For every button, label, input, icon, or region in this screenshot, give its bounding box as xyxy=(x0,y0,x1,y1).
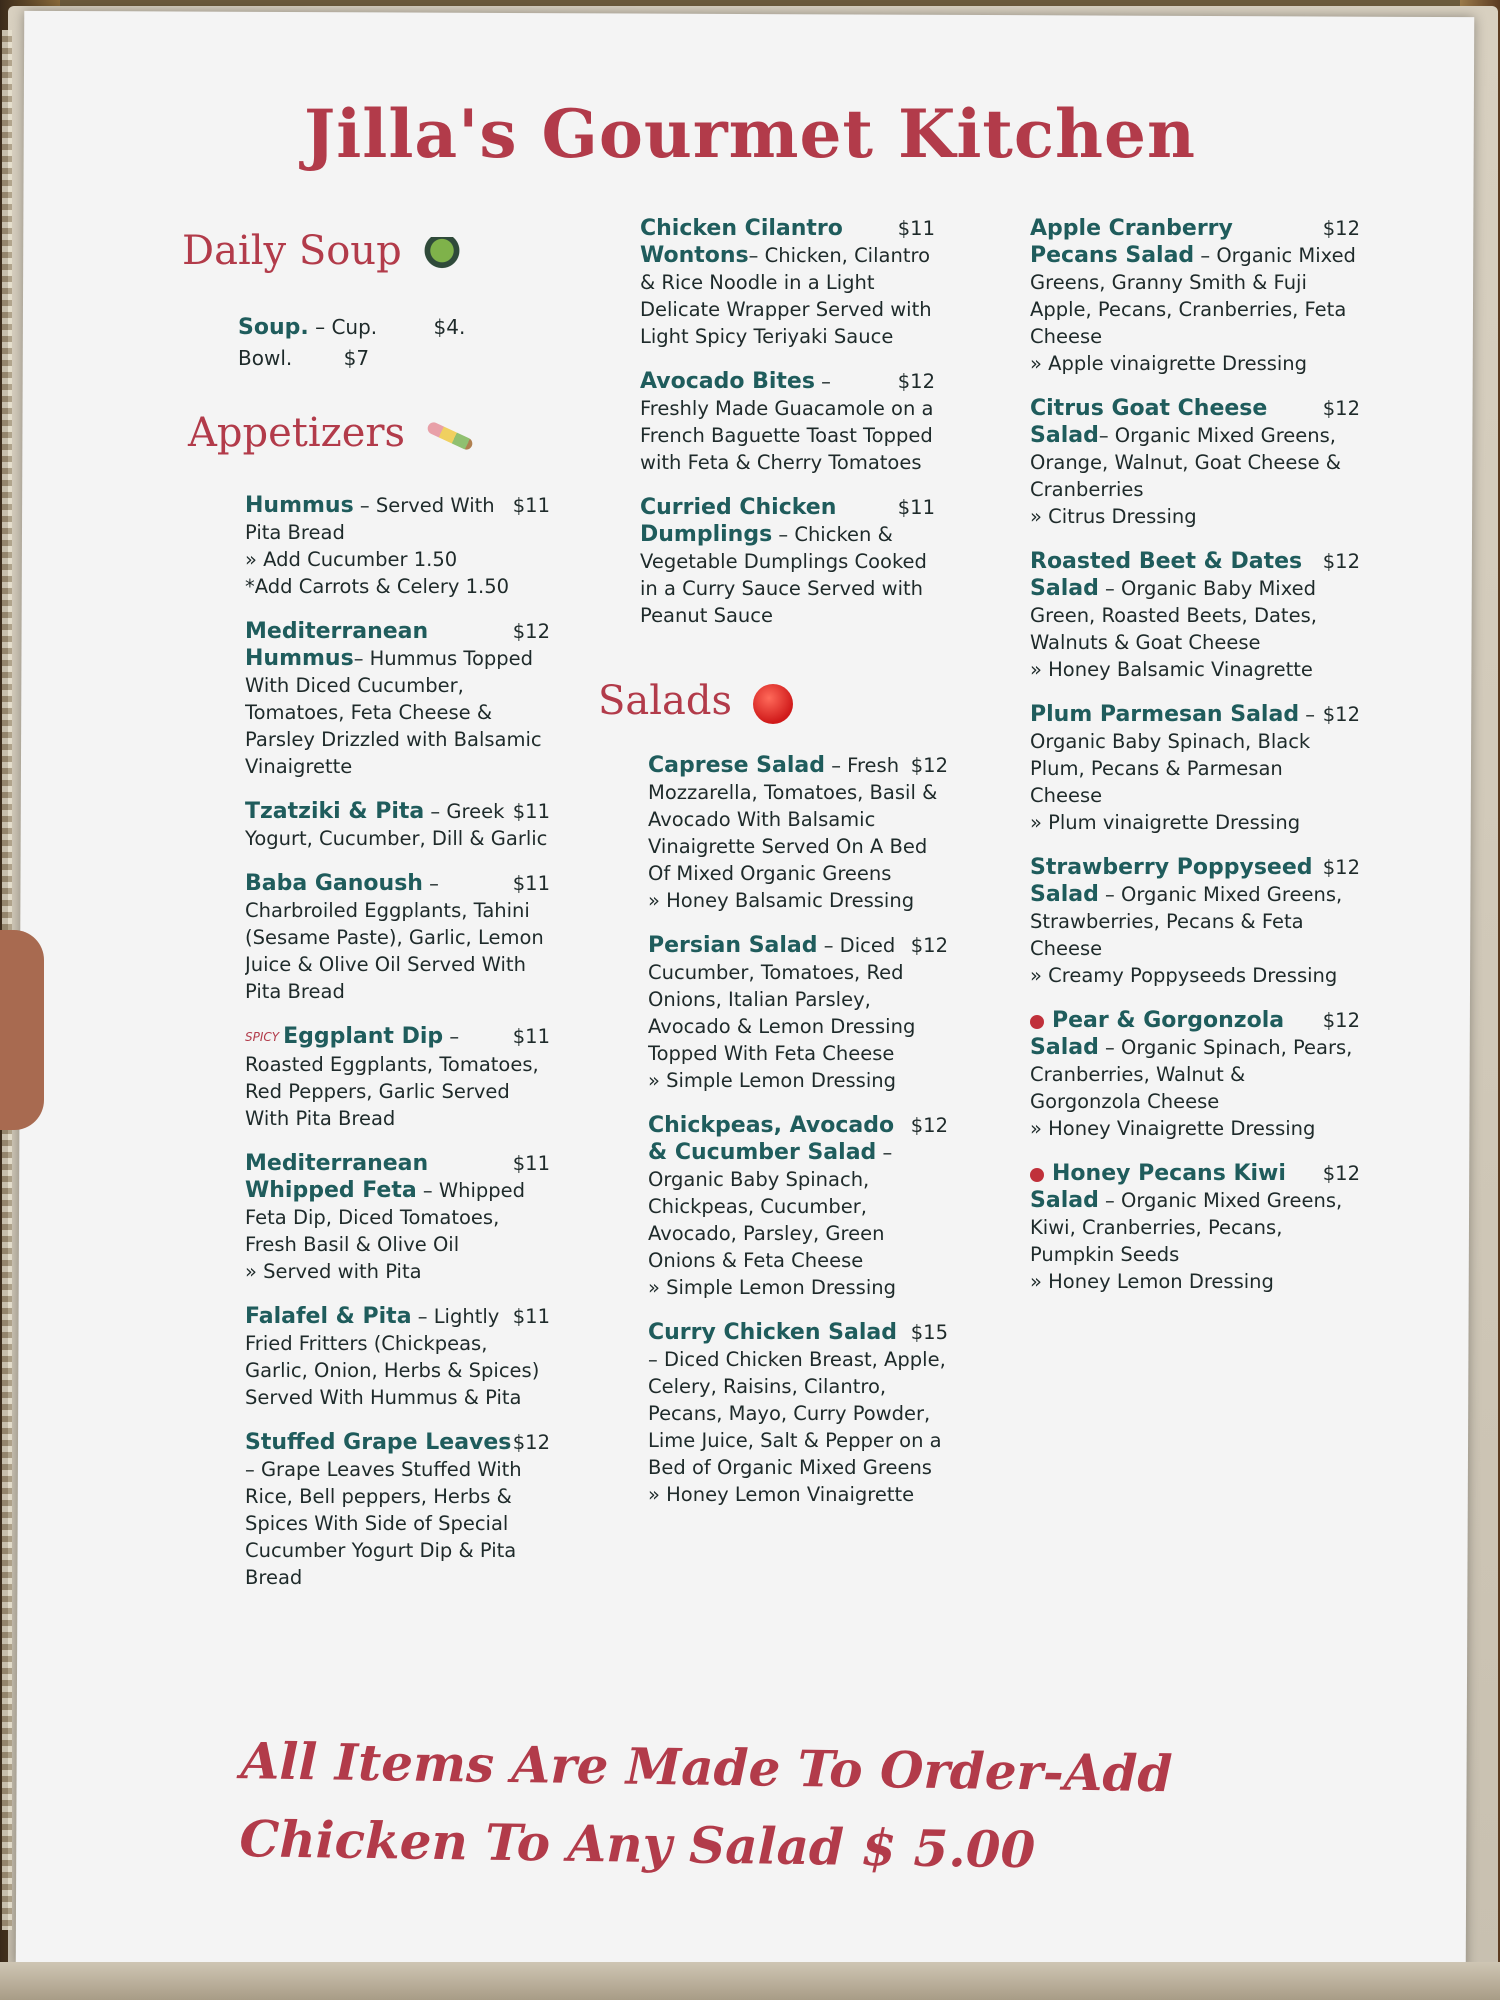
menu-item-price: $12 xyxy=(1322,703,1360,726)
menu-item-name: Avocado Bites xyxy=(640,369,815,394)
menu-item xyxy=(640,494,935,629)
menu-item-name: Stuffed Grape Leaves xyxy=(245,1430,512,1455)
menu-item-name: Roasted Beet & Dates Salad xyxy=(1030,549,1303,601)
menu-item-body xyxy=(648,932,948,1067)
skewer-icon xyxy=(425,420,474,451)
menu-item-description: – Organic Mixed Greens, Granny Smith & Fuji Apple, Pecans, Cranberries, Feta Cheese xyxy=(1030,244,1356,348)
menu-item-price: $11 xyxy=(897,496,935,519)
menu-item-price: $12 xyxy=(1322,550,1360,573)
menu-item-option: » Add Cucumber 1.50 xyxy=(245,548,458,571)
menu-item-name: Mediterranean Hummus xyxy=(245,619,429,671)
menu-item-price: $12 xyxy=(910,1114,948,1137)
menu-item xyxy=(648,1112,948,1301)
menu-item-price: $11 xyxy=(512,1305,550,1328)
menu-item-name: Persian Salad xyxy=(648,933,818,958)
menu-item-body xyxy=(245,492,550,546)
menu-item-body xyxy=(1030,215,1360,350)
menu-item-description: – Organic Baby Spinach, Black Plum, Pecans & Parmesan Cheese xyxy=(1030,703,1316,807)
menu-item-body xyxy=(245,618,550,780)
menu-item xyxy=(648,1319,948,1508)
menu-item-option: » Honey Balsamic Dressing xyxy=(648,889,915,912)
menu-item-price: $11 xyxy=(512,1025,550,1048)
restaurant-title: Jilla's Gourmet Kitchen xyxy=(303,95,1197,173)
menu-item-description: – Grape Leaves Stuffed With Rice, Bell peppers, Herbs & Spices With Side of Special Cucumber Yogurt Dip & Pita Bread xyxy=(245,1458,522,1589)
menu-item-name: Caprese Salad xyxy=(648,753,826,778)
menu-item xyxy=(1030,1007,1360,1142)
salads-title: Salads xyxy=(598,678,733,724)
menu-item-price: $11 xyxy=(512,872,550,895)
menu-item xyxy=(1030,1160,1360,1295)
menu-item-name: Strawberry Poppyseed Salad xyxy=(1030,855,1313,907)
menu-item-description: – Roasted Eggplants, Tomatoes, Red Peppers, Garlic Served With Pita Bread xyxy=(245,1025,539,1130)
menu-item xyxy=(1030,854,1360,989)
menu-item-name: Mediterranean Whipped Feta xyxy=(245,1151,429,1203)
menu-item-price: $12 xyxy=(1322,217,1360,240)
menu-item-body xyxy=(640,215,935,350)
menu-item-description: – Chicken & Vegetable Dumplings Cooked in a Curry Sauce Served with Peanut Sauce xyxy=(640,523,927,627)
menu-item-name: Plum Parmesan Salad xyxy=(1030,702,1300,727)
holding-thumb xyxy=(0,930,44,1130)
menu-item-price: $12 xyxy=(1322,856,1360,879)
appetizers-title: Appetizers xyxy=(188,410,406,456)
menu-item-name: Tzatziki & Pita xyxy=(245,799,425,824)
menu-item-price: $12 xyxy=(1322,1162,1360,1185)
menu-item-price: $12 xyxy=(512,1431,550,1454)
menu-item-body xyxy=(648,1319,948,1481)
menu-item-description: – Freshly Made Guacamole on a French Baguette Toast Topped with Feta & Cherry Tomatoes xyxy=(640,370,934,474)
menu-item-body xyxy=(245,1150,550,1258)
menu-item-description: – Fresh Mozzarella, Tomatoes, Basil & Avocado With Balsamic Vinaigrette Served On A Bed Of Mixed Organic Greens xyxy=(648,754,938,885)
footer-note: All Items Are Made To Order-Add Chicken To Any Salad $ 5.00 xyxy=(239,1731,1173,1880)
menu-item-body xyxy=(245,1429,550,1591)
menu-item-price: $11 xyxy=(512,800,550,823)
menu-item-price: $12 xyxy=(897,370,935,393)
menu-item-name: Pear & Gorgonzola Salad xyxy=(1030,1008,1285,1060)
appetizers-column xyxy=(245,492,550,1609)
menu-item-description: – Organic Mixed Greens, Strawberries, Pecans & Feta Cheese xyxy=(1030,883,1343,960)
menu-item-description: – Organic Spinach, Pears, Cranberries, Walnut & Gorgonzola Cheese xyxy=(1030,1036,1353,1113)
middle-appetizers-column xyxy=(640,215,935,647)
soup-prices xyxy=(238,312,465,373)
menu-item-description: – Hummus Topped With Diced Cucumber, Tomatoes, Feta Cheese & Parsley Drizzled with Balsamic Vinaigrette xyxy=(245,647,542,778)
menu-item-option: » Simple Lemon Dressing xyxy=(648,1276,896,1299)
menu-item-option: » Apple vinaigrette Dressing xyxy=(1030,352,1308,375)
bowl-price: $7 xyxy=(343,346,370,370)
menu-item-body xyxy=(245,1023,550,1132)
menu-item-name: Chickpeas, Avocado & Cucumber Salad xyxy=(648,1113,895,1165)
menu-item xyxy=(648,932,948,1094)
menu-item-description: – Greek Yogurt, Cucumber, Dill & Garlic xyxy=(245,800,548,850)
menu-item-name: Eggplant Dip xyxy=(283,1024,444,1049)
menu-item-body xyxy=(640,494,935,629)
menu-item-option: » Plum vinaigrette Dressing xyxy=(1030,811,1301,834)
menu-item-body xyxy=(245,870,550,1005)
tomato-icon xyxy=(753,684,793,724)
menu-item xyxy=(245,1150,550,1285)
menu-item-price: $12 xyxy=(1322,1009,1360,1032)
menu-item-description: – Diced Chicken Breast, Apple, Celery, Raisins, Cilantro, Pecans, Mayo, Curry Powder, Lime Juice, Salt & Pepper on a Bed of Organic Mixed Greens xyxy=(648,1348,946,1479)
menu-item-option: » Honey Vinaigrette Dressing xyxy=(1030,1117,1316,1140)
menu-item-option: » Served with Pita xyxy=(245,1260,422,1283)
menu-item-description: – Whipped Feta Dip, Diced Tomatoes, Fresh Basil & Olive Oil xyxy=(245,1179,526,1256)
menu-item-description: – Diced Cucumber, Tomatoes, Red Onions, Italian Parsley, Avocado & Lemon Dressing Topped With Feta Cheese xyxy=(648,934,916,1065)
marker-dot-icon xyxy=(1030,1015,1044,1029)
menu-item-option: *Add Carrots & Celery 1.50 xyxy=(245,575,510,598)
menu-item-body xyxy=(1030,701,1360,809)
menu-item-name: Baba Ganoush xyxy=(245,871,423,896)
menu-item xyxy=(245,492,550,600)
marker-dot-icon xyxy=(1030,1168,1044,1182)
menu-item xyxy=(1030,395,1360,530)
daily-soup-title: Daily Soup xyxy=(182,228,402,274)
menu-item-name: Curry Chicken Salad xyxy=(648,1320,898,1345)
menu-item-option: » Simple Lemon Dressing xyxy=(648,1069,896,1092)
cup-label: – Cup. xyxy=(315,315,378,339)
soup-label: Soup. xyxy=(238,315,309,340)
menu-item-description: – Lightly Fried Fritters (Chickpeas, Garlic, Onion, Herbs & Spices) Served With Hummus & Pita xyxy=(245,1305,540,1409)
menu-item-price: $12 xyxy=(910,754,948,777)
menu-item-name: Falafel & Pita xyxy=(245,1304,412,1329)
bowl-label: Bowl. xyxy=(238,346,293,370)
menu-item-body xyxy=(1030,854,1360,962)
menu-item-body xyxy=(640,368,935,476)
sleeve-bottom-edge xyxy=(0,1962,1500,2000)
menu-item-description: – Organic Mixed Greens, Orange, Walnut, Goat Cheese & Cranberries xyxy=(1030,424,1341,501)
menu-item xyxy=(1030,215,1360,377)
menu-item-price: $11 xyxy=(512,494,550,517)
cup-price: $4. xyxy=(433,315,466,339)
menu-item-option: » Creamy Poppyseeds Dressing xyxy=(1030,964,1338,987)
menu-item xyxy=(245,1023,550,1132)
menu-item-description: – Organic Mixed Greens, Kiwi, Cranberries, Pecans, Pumpkin Seeds xyxy=(1030,1189,1343,1266)
menu-item-name: Chicken Cilantro Wontons xyxy=(640,216,843,268)
menu-item-body xyxy=(1030,1160,1360,1268)
menu-item-price: $11 xyxy=(897,217,935,240)
appetizers-heading xyxy=(188,410,474,456)
menu-item-description: – Served With Pita Bread xyxy=(245,494,495,544)
menu-item-option: » Honey Balsamic Vinagrette xyxy=(1030,658,1313,681)
middle-salads-column xyxy=(648,752,948,1526)
menu-item-price: $11 xyxy=(512,1152,550,1175)
salads-heading xyxy=(598,678,793,724)
menu-item-description: – Chicken, Cilantro & Rice Noodle in a Light Delicate Wrapper Served with Light Spicy Teriyaki Sauce xyxy=(640,244,932,348)
spicy-tag: SPICY xyxy=(245,1030,280,1044)
menu-item-name: Apple Cranberry Pecans Salad xyxy=(1030,216,1233,268)
menu-item-price: $12 xyxy=(512,620,550,643)
menu-item-price: $12 xyxy=(1322,397,1360,420)
daily-soup-heading xyxy=(182,228,462,274)
menu-item-body xyxy=(1030,395,1360,503)
menu-item-body xyxy=(1030,548,1360,656)
menu-item-body xyxy=(648,752,948,887)
menu-item xyxy=(640,368,935,476)
menu-item-option: » Honey Lemon Dressing xyxy=(1030,1270,1274,1293)
menu-item xyxy=(640,215,935,350)
menu-item-price: $12 xyxy=(910,934,948,957)
menu-item xyxy=(245,870,550,1005)
menu-item-price: $15 xyxy=(910,1321,948,1344)
menu-item-body xyxy=(245,798,550,852)
menu-item-name: Curried Chicken Dumplings xyxy=(640,495,837,547)
menu-item-name: Honey Pecans Kiwi Salad xyxy=(1030,1161,1286,1213)
menu-item-description: – Organic Baby Mixed Green, Roasted Beets, Dates, Walnuts & Goat Cheese xyxy=(1030,577,1317,654)
menu-item-name: Citrus Goat Cheese Salad xyxy=(1030,396,1268,448)
menu-item-body xyxy=(245,1303,550,1411)
menu-item xyxy=(1030,701,1360,836)
menu-item-description: – Organic Baby Spinach, Chickpeas, Cucumber, Avocado, Parsley, Green Onions & Feta Cheese xyxy=(648,1141,893,1272)
menu-item xyxy=(245,618,550,780)
menu-item xyxy=(648,752,948,914)
menu-item-body xyxy=(1030,1007,1360,1115)
menu-item-name: Hummus xyxy=(245,493,354,518)
menu-item-option: » Honey Lemon Vinaigrette xyxy=(648,1483,915,1506)
menu-item-option: » Citrus Dressing xyxy=(1030,505,1197,528)
soup-bowl-icon xyxy=(422,237,462,271)
menu-item-description: – Charbroiled Eggplants, Tahini (Sesame Paste), Garlic, Lemon Juice & Olive Oil Served With Pita Bread xyxy=(245,872,544,1003)
menu-item-body xyxy=(648,1112,948,1274)
menu-item xyxy=(245,798,550,852)
menu-item xyxy=(1030,548,1360,683)
right-salads-column xyxy=(1030,215,1360,1313)
menu-item xyxy=(245,1429,550,1591)
menu-item xyxy=(245,1303,550,1411)
